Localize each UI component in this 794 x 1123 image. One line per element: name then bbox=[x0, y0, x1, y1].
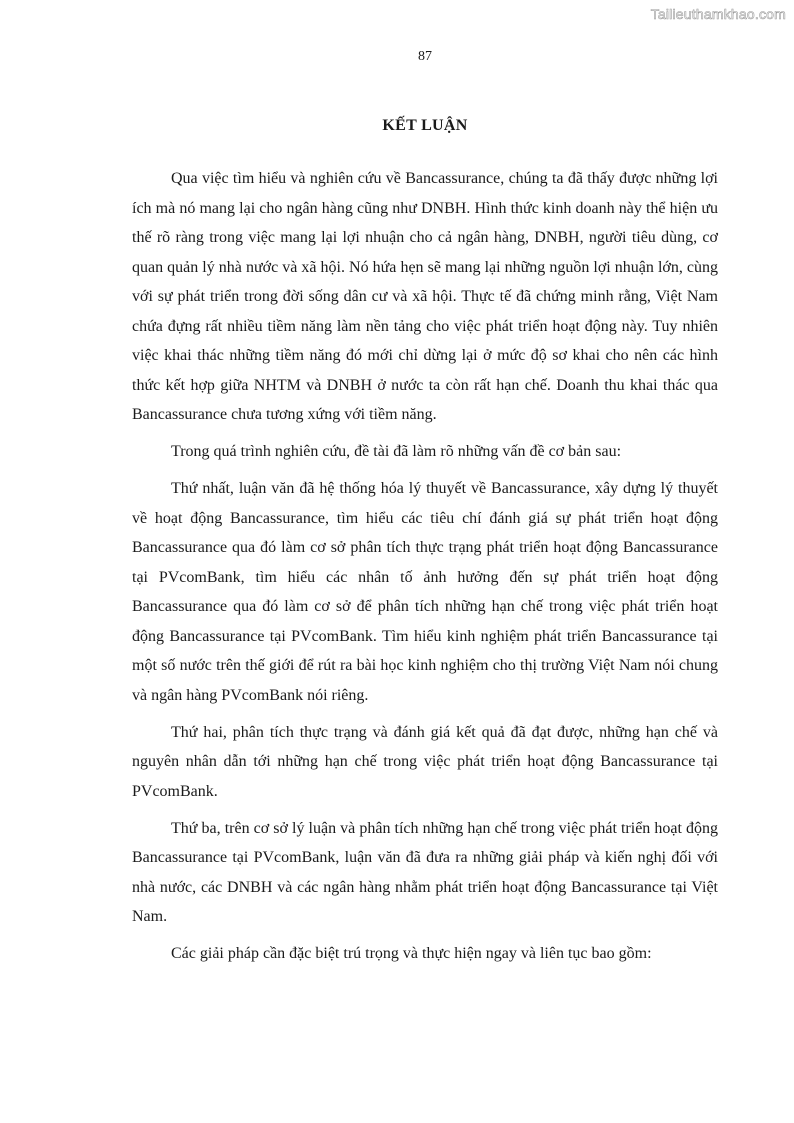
paragraph-intro: Qua việc tìm hiểu và nghiên cứu về Bancassurance, chúng ta đã thấy được những lợi ích mà nó mang lại cho ngân hàng cũng như DNBH. Hình thức kinh doanh này thể hiện ưu thế rõ ràng trong việc mang lại lợi nhuận cho cả ngân hàng, DNBH, người tiêu dùng, cơ quan quản lý nhà nước và xã hội. Nó hứa hẹn sẽ mang lại những nguồn lợi nhuận lớn, cùng với sự phát triển trong đời sống dân cư và xã hội. Thực tế đã chứng minh rằng, Việt Nam chứa đựng rất nhiều tiềm năng làm nền tảng cho việc phát triển hoạt động này. Tuy nhiên việc khai thác những tiềm năng đó mới chỉ dừng lại ở mức độ sơ khai cho nên các hình thức kết hợp giữa NHTM và DNBH ở nước ta còn rất hạn chế. Doanh thu khai thác qua Bancassurance chưa tương xứng với tiềm năng. bbox=[132, 170, 718, 423]
body-text bbox=[132, 164, 718, 976]
watermark: Tailieuthamkhao.com bbox=[650, 6, 786, 22]
paragraph-third-point: Thứ ba, trên cơ sở lý luận và phân tích những hạn chế trong việc phát triển hoạt động Bancassurance tại PVcomBank, luận văn đã đưa ra những giải pháp và kiến nghị đối với nhà nước, các DNBH và các ngân hàng nhằm phát triển hoạt động Bancassurance tại Việt Nam. bbox=[132, 819, 718, 925]
page-title: KẾT LUẬN bbox=[382, 117, 468, 134]
paragraph-research-summary: Trong quá trình nghiên cứu, đề tài đã làm rõ những vấn đề cơ bản sau: bbox=[171, 443, 622, 460]
page-number: 87 bbox=[418, 49, 432, 64]
paragraph-second-point: Thứ hai, phân tích thực trạng và đánh giá kết quả đã đạt được, những hạn chế và nguyên nhân dẫn tới những hạn chế trong việc phát triển hoạt động Bancassurance tại PVcomBank. bbox=[132, 723, 718, 800]
paragraph-first-point: Thứ nhất, luận văn đã hệ thống hóa lý thuyết về Bancassurance, xây dựng lý thuyết về hoạt động Bancassurance, tìm hiểu các tiêu chí đánh giá sự phát triển hoạt động Bancassurance qua đó làm cơ sở phân tích thực trạng phát triển hoạt động Bancassurance tại PVcomBank, tìm hiểu các nhân tố ảnh hưởng đến sự phát triển hoạt động Bancassurance qua đó làm cơ sở để phân tích những hạn chế trong việc phát triển hoạt động Bancassurance tại PVcomBank. Tìm hiểu kinh nghiệm phát triển Bancassurance tại một số nước trên thế giới để rút ra bài học kinh nghiệm cho thị trường Việt Nam nói chung và ngân hàng PVcomBank nói riêng. bbox=[132, 480, 718, 704]
paragraph-solutions-lead: Các giải pháp cần đặc biệt trú trọng và thực hiện ngay và liên tục bao gồm: bbox=[171, 945, 652, 962]
